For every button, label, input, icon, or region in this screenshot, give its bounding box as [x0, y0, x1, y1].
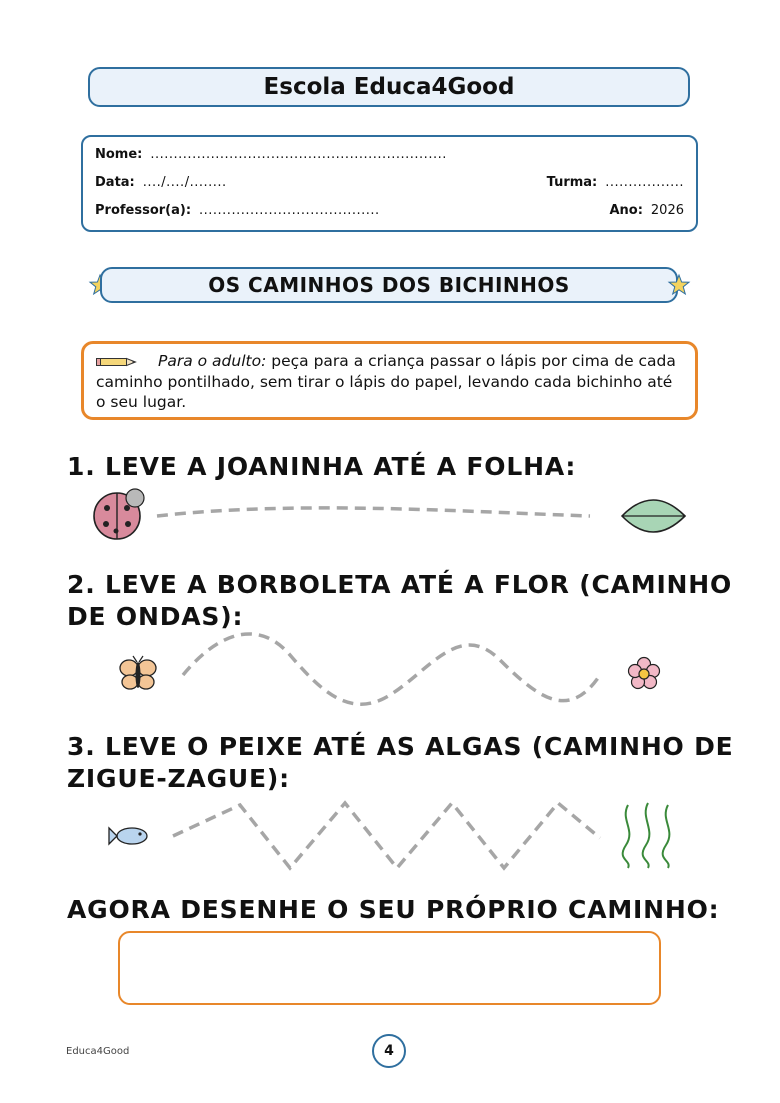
name-field[interactable]: ................................................................ — [150, 147, 447, 162]
page-number — [372, 1034, 406, 1068]
footer-brand: Educa4Good — [66, 1046, 130, 1057]
teacher-field[interactable]: ....................................... — [199, 203, 380, 218]
dashed-path — [173, 803, 600, 868]
adult-note-text: peça para a criança passar o lápis por cima de cada caminho pontilhado, sem tirar o lápis do papel, levando cada bichinho até o seu lugar. — [96, 352, 676, 411]
school-name: Escola Educa4Good — [263, 74, 515, 100]
free-draw-title: AGORA DESENHE O SEU PRÓPRIO CAMINHO: — [67, 895, 720, 924]
exercise-3-title: 3. LEVE O PEIXE ATÉ AS ALGAS (CAMINHO DE ZIGUE-ZAGUE): — [67, 732, 734, 793]
activity-title-text: OS CAMINHOS DOS BICHINHOS — [208, 273, 570, 297]
page-number-value: 4 — [384, 1043, 394, 1059]
seaweed-icon — [623, 803, 670, 868]
exercise-2-title: 2. LEVE A BORBOLETA ATÉ A FLOR (CAMINHO DE ONDAS): — [67, 570, 733, 631]
year-label: Ano: — [609, 203, 643, 218]
date-label: Data: — [95, 175, 135, 190]
adult-note-label: Para o adulto: — [158, 352, 267, 370]
class-field[interactable]: ................. — [605, 175, 684, 190]
teacher-label: Professor(a): — [95, 203, 192, 218]
exercise-1-title: 1. LEVE A JOANINHA ATÉ A FOLHA: — [67, 452, 577, 481]
fish-icon — [109, 828, 147, 844]
name-label: Nome: — [95, 147, 143, 162]
free-draw-area[interactable] — [118, 931, 661, 1005]
year-value: 2026 — [650, 203, 684, 218]
class-label: Turma: — [546, 175, 598, 190]
date-field[interactable]: ..../..../........ — [142, 175, 227, 190]
